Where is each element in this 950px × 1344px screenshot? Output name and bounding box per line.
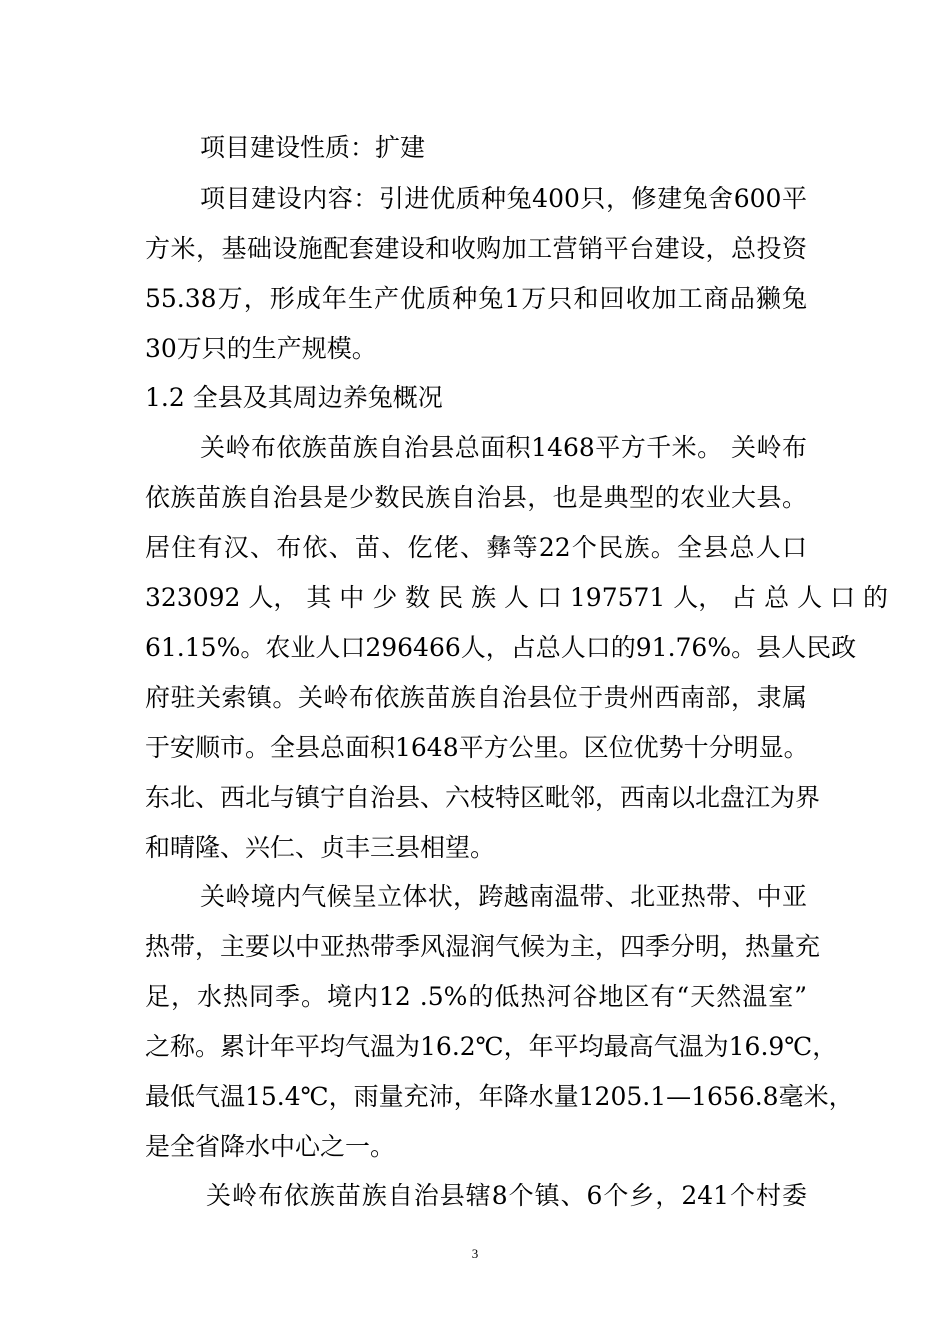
text-line: 方米，基础设施配套建设和收购加工营销平台建设，总投资 [145,234,807,263]
text-line: 最低气温15.4℃，雨量充沛，年降水量1205.1—1656.8毫米， [145,1082,854,1111]
text-line: 足，水热同季。境内12 .5%的低热河谷地区有“天然温室” [145,982,807,1011]
text-line: 东北、西北与镇宁自治县、六枝特区毗邻，西南以北盘江为界 [145,783,821,812]
text-line: 关岭布依族苗族自治县辖8个镇、6个乡，241个村委 [206,1181,807,1210]
section-heading: 1.2 全县及其周边养兔概况 [145,383,443,412]
text-line: 之称。累计年平均气温为16.2℃，年平均最高气温为16.9℃， [145,1032,838,1061]
text-line: 是全省降水中心之一。 [145,1132,396,1161]
text-line: 于安顺市。全县总面积1648平方公里。区位优势十分明显。 [145,733,809,762]
text-line: 居住有汉、布依、苗、仡佬、彝等22个民族。全县总人口 [145,533,807,562]
text-line: 项目建设性质：扩建 [200,133,426,162]
text-line: 依族苗族自治县是少数民族自治县，也是典型的农业大县。 [145,483,807,512]
text-line: 和晴隆、兴仁、贞丰三县相望。 [145,833,496,862]
text-line: 热带，主要以中亚热带季风湿润气候为主，四季分明，热量充 [145,932,821,961]
text-line: 府驻关索镇。关岭布依族苗族自治县位于贵州西南部，隶属 [145,683,807,712]
text-line: 61.15%。农业人口296466人，占总人口的91.76%。县人民政 [145,633,857,662]
text-line: 323092 人， 其 中 少 数 民 族 人 口 197571 人， 占 总 人 口 的 [145,583,889,612]
page-number: 3 [471,1246,479,1261]
text-line: 项目建设内容：引进优质种兔400只，修建兔舍600平 [200,184,807,213]
text-line: 关岭境内气候呈立体状，跨越南温带、北亚热带、中亚 [200,882,807,911]
text-line: 55.38万，形成年生产优质种兔1万只和回收加工商品獭兔 [145,284,807,313]
text-line: 30万只的生产规模。 [145,334,377,363]
text-line: 关岭布依族苗族自治县总面积1468平方千米。 关岭布 [200,433,807,462]
